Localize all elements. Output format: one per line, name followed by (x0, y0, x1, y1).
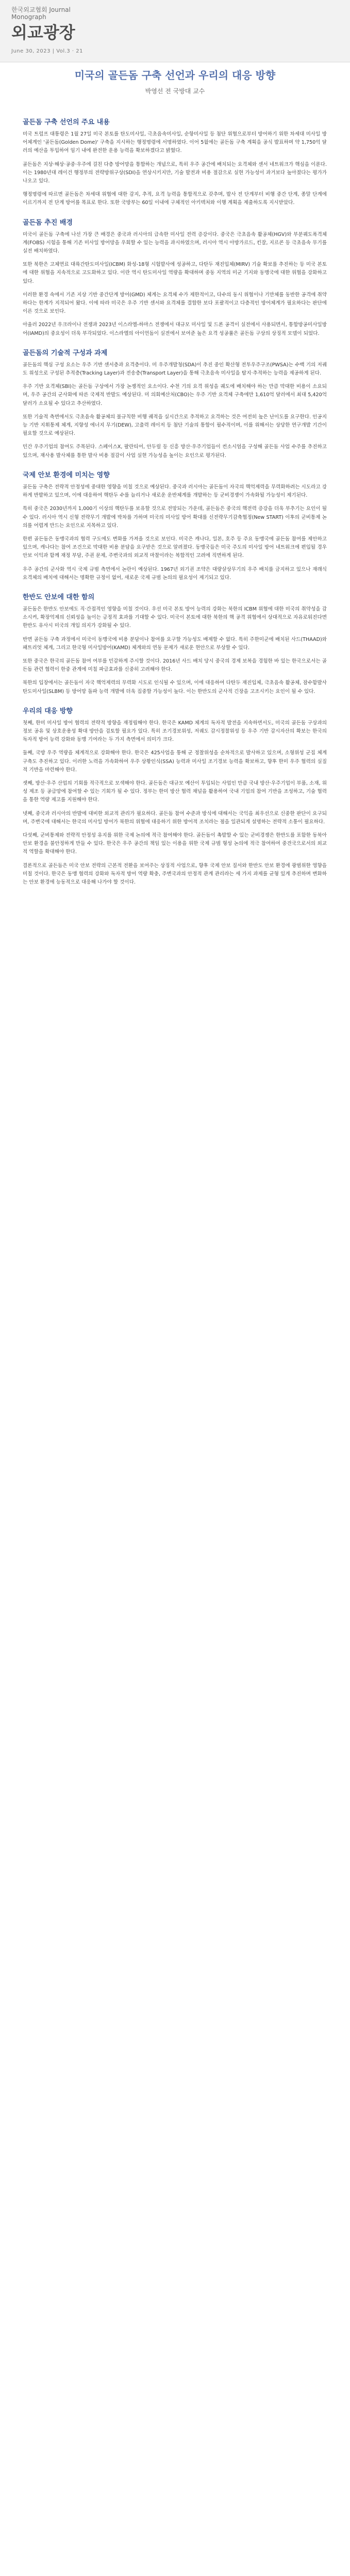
section-heading: 골든돔 구축 선언의 주요 내용 (23, 118, 110, 126)
body-paragraph: 우주 기반 요격체(SBI)는 골든돔 구상에서 가장 논쟁적인 요소이다. 수천 기의 요격 위성을 궤도에 배치해야 하는 만큼 막대한 비용이 소요되며, 우주 공간의 군사화에 따른 국제적 반발도 예상된다. 미 의회예산처(CBO)는 우주 기반 요격체 구축에만 1,610억 달러에서 최대 5,420억 달러가 소요될 수 있다고 추산하였다. (23, 384, 327, 406)
page-title: 미국의 골든돔 구축 선언과 우리의 대응 방향 (74, 69, 276, 81)
section-heading: 국제 안보 환경에 미치는 영향 (23, 471, 110, 479)
section-heading: 골든돔 추진 배경 (23, 218, 73, 227)
body-paragraph: 또한 기술적 측면에서도 극초음속 활공체의 불규칙한 비행 궤적을 실시간으로 추적하고 요격하는 것은 여전히 높은 난이도를 요구한다. 인공지능 기반 지휘통제 체계, 지향성 에너지 무기(DEW), 고출력 레이저 등 첨단 기술의 통합이 필수적이며, 이를 위해서는 상당한 연구개발 기간이 필요할 것으로 예상된다. (23, 414, 327, 437)
body-paragraph: 또한 중국은 한국의 골든돔 참여 여부를 민감하게 주시할 것이다. 2016년 사드 배치 당시 중국의 경제 보복을 경험한 바 있는 한국으로서는 골든돔 관련 협력이 한중 관계에 미칠 파급효과를 신중히 고려해야 한다. (23, 658, 327, 673)
article-author: 박영선 전 국방대 교수 (145, 88, 205, 95)
body-paragraph: 또한 북한은 고체연료 대륙간탄도미사일(ICBM) 화성-18형 시험발사에 성공하고, 다탄두 재진입체(MIRV) 기술 확보를 추진하는 등 미국 본토에 대한 위협을 지속적으로 고도화하고 있다. 이란 역시 탄도미사일 역량을 확대하며 중동 지역의 미군 기지와 동맹국에 대한 위협을 강화하고 있다. (23, 262, 327, 284)
body-paragraph: 골든돔의 핵심 구성 요소는 우주 기반 센서층과 요격층이다. 미 우주개발청(SDA)이 추진 중인 확산형 전투우주구조(PWSA)는 수백 기의 저궤도 위성으로 구성된 추적층(Tracking Layer)과 전송층(Transport Layer)을 통해 극초음속 미사일을 탐지·추적하는 능력을 제공하게 된다. (23, 362, 327, 377)
journal-issue-info: June 30, 2023 | Vol.3 · 21 (11, 48, 83, 54)
body-paragraph: 아울러 2022년 우크라이나 전쟁과 2023년 이스라엘-하마스 전쟁에서 대규모 미사일 및 드론 공격이 실전에서 사용되면서, 통합방공미사일방어(IAMD)의 중요성이 더욱 부각되었다. 이스라엘의 아이언돔이 실전에서 보여준 높은 요격 성공률은 골든돔 구상의 상징적 모델이 되었다. (23, 322, 327, 336)
section-heading: 우리의 대응 방향 (23, 707, 73, 715)
section-heading: 한반도 안보에 대한 함의 (23, 593, 95, 601)
body-paragraph: 북한의 입장에서는 골든돔이 자국 핵억제력의 무력화 시도로 인식될 수 있으며, 이에 대응하여 다탄두 재진입체, 극초음속 활공체, 잠수함발사탄도미사일(SLBM) 등 방어망 돌파 능력 개발에 더욱 집중할 가능성이 높다. 이는 한반도의 군사적 긴장을 고조시키는 요인이 될 수 있다. (23, 680, 327, 694)
journal-title: 외교광장 (11, 23, 75, 42)
body-paragraph: 반면 골든돔 구축 과정에서 미국이 동맹국에 비용 분담이나 참여를 요구할 가능성도 배제할 수 없다. 특히 주한미군에 배치된 사드(THAAD)와 패트리엇 체계, 그리고 한국형 미사일방어(KAMD) 체계와의 연동 문제가 새로운 현안으로 부상할 수 있다. (23, 636, 327, 651)
body-paragraph: 행정명령에 따르면 골든돔은 차세대 위협에 대한 감지, 추적, 요격 능력을 통합적으로 갖추며, 발사 전 단계부터 비행 중간 단계, 종말 단계에 이르기까지 전 단계 방어를 목표로 한다. 또한 국방부는 60일 이내에 구체적인 아키텍처와 이행 계획을 제출하도록 지시받았다. (23, 192, 327, 206)
body-paragraph: 다섯째, 군비통제와 전략적 안정성 유지를 위한 국제 논의에 적극 참여해야 한다. 골든돔이 촉발할 수 있는 군비경쟁은 한반도를 포함한 동북아 안보 환경을 불안정하게 만들 수 있다. 한국은 우주 공간의 책임 있는 이용을 위한 국제 규범 형성 논의에 적극 참여하여 중견국으로서의 외교적 역할을 확대해야 한다. (23, 832, 327, 855)
body-paragraph: 골든돔 구축은 전략적 안정성에 중대한 영향을 미칠 것으로 예상된다. 중국과 러시아는 골든돔이 자국의 핵억제력을 무력화하려는 시도라고 강하게 반발하고 있으며, 이에 대응하여 핵탄두 수를 늘리거나 새로운 운반체계를 개발하는 등 군비경쟁이 가속화될 가능성이 제기된다. (23, 484, 327, 499)
journal-sublabel: Monograph (11, 13, 46, 21)
body-paragraph: 우주 공간의 군사화 역시 국제 규범 측면에서 논란이 예상된다. 1967년 외기권 조약은 대량살상무기의 우주 배치를 금지하고 있으나 재래식 요격체의 배치에 대해서는 명확한 규정이 없어, 새로운 국제 규범 논의의 필요성이 제기되고 있다. (23, 566, 327, 581)
body-paragraph: 민간 우주기업의 참여도 주목된다. 스페이스X, 팔란티어, 안두릴 등 신흥 방산·우주기업들이 컨소시엄을 구성해 골든돔 사업 수주를 추진하고 있으며, 재사용 발사체를 통한 발사 비용 절감이 사업 실현 가능성을 높이는 요인으로 평가된다. (23, 444, 327, 459)
journal-header (0, 0, 350, 62)
body-paragraph: 둘째, 국방 우주 역량을 체계적으로 강화해야 한다. 한국은 425사업을 통해 군 정찰위성을 순차적으로 발사하고 있으며, 소형위성 군집 체계 구축도 추진하고 있다. 이러한 노력을 가속화하여 우주 상황인식(SSA) 능력과 미사일 조기경보 능력을 확보하고, 향후 한미 우주 협력의 실질적 기반을 마련해야 한다. (23, 750, 327, 773)
body-paragraph: 결론적으로 골든돔은 미국 안보 전략의 근본적 전환을 보여주는 상징적 사업으로, 향후 국제 안보 질서와 한반도 안보 환경에 광범위한 영향을 미칠 것이다. 한국은 동맹 협력의 강화와 독자적 방어 역량 확충, 주변국과의 안정적 관계 관리라는 세 가지 과제를 균형 있게 추진하며 변화하는 안보 환경에 능동적으로 대응해 나가야 할 것이다. (23, 862, 327, 885)
article-body (23, 107, 327, 892)
body-paragraph: 이러한 환경 속에서 기존 지상 기반 중간단계 방어(GMD) 체계는 요격체 수가 제한적이고, 다수의 동시 위협이나 기만체를 동반한 공격에 취약하다는 한계가 지적되어 왔다. 이에 따라 미국은 우주 기반 센서와 요격체를 결합한 보다 포괄적이고 다층적인 방어체계가 필요하다는 판단에 이른 것으로 보인다. (23, 292, 327, 315)
body-paragraph: 첫째, 한미 미사일 방어 협력의 전략적 방향을 재정립해야 한다. 한국은 KAMD 체계의 독자적 발전을 지속하면서도, 미국의 골든돔 구상과의 정보 공유 및 상호운용성 확대 방안을 검토할 필요가 있다. 특히 조기경보위성, 저궤도 감시정찰위성 등 우주 기반 감시자산의 확보는 한국의 독자적 방어 능력 강화와 동맹 기여라는 두 가지 측면에서 의미가 크다. (23, 720, 327, 743)
body-paragraph: 골든돔은 지상·해상·공중·우주에 걸친 다층 방어망을 통합하는 개념으로, 특히 우주 공간에 배치되는 요격체와 센서 네트워크가 핵심을 이룬다. 이는 1980년대 레이건 행정부의 전략방위구상(SDI)을 연상시키지만, 기술 발전과 비용 절감으로 실현 가능성이 과거보다 높아졌다는 평가가 나오고 있다. (23, 161, 327, 184)
article-title-area (0, 62, 350, 103)
body-paragraph: 미국 트럼프 대통령은 1월 27일 미국 본토를 탄도미사일, 극초음속미사일, 순항미사일 등 첨단 위협으로부터 방어하기 위한 차세대 미사일 방어체계인 '골든돔(Golden Dome)' 구축을 지시하는 행정명령에 서명하였다. 이어 5월에는 골든돔 구축 계획을 공식 발표하며 약 1,750억 달러의 예산을 투입하여 임기 내에 완전한 운용 능력을 확보하겠다고 밝혔다. (23, 131, 327, 154)
body-paragraph: 셋째, 방산·우주 산업의 기회를 적극적으로 모색해야 한다. 골든돔은 대규모 예산이 투입되는 사업인 만큼 국내 방산·우주기업이 부품, 소재, 위성 제조 등 공급망에 참여할 수 있는 기회가 될 수 있다. 정부는 한미 방산 협력 채널을 활용하여 국내 기업의 참여 기반을 조성하고, 기술 협력을 통한 역량 제고를 지원해야 한다. (23, 780, 327, 803)
body-paragraph: 한편 골든돔은 동맹국과의 협력 구도에도 변화를 가져올 것으로 보인다. 미국은 캐나다, 일본, 호주 등 주요 동맹국에 골든돔 참여를 제안하고 있으며, 캐나다는 참여 조건으로 막대한 비용 분담을 요구받은 것으로 알려졌다. 동맹국들은 미국 주도의 미사일 방어 네트워크에 편입될 경우 안보 이익과 함께 재정 부담, 주권 문제, 주변국과의 외교적 마찰이라는 복합적인 고려에 직면하게 된다. (23, 536, 327, 559)
journal-label: 한국외교협회 Journal (11, 6, 71, 13)
body-paragraph: 넷째, 중국과 러시아의 반발에 대비한 외교적 관리가 필요하다. 골든돔 참여 수준과 방식에 대해서는 국익을 최우선으로 신중한 판단이 요구되며, 주변국에 대해서는 한국의 미사일 방어가 북한의 위협에 대응하기 위한 방어적 조치라는 점을 일관되게 설명하는 전략적 소통이 필요하다. (23, 810, 327, 825)
body-paragraph: 골든돔은 한반도 안보에도 직·간접적인 영향을 미칠 것이다. 우선 미국 본토 방어 능력의 강화는 북한의 ICBM 위협에 대한 미국의 취약성을 감소시켜, 확장억제의 신뢰성을 높이는 긍정적 효과를 기대할 수 있다. 미국이 본토에 대한 북한의 핵 공격 위협에서 상대적으로 자유로워진다면 한반도 유사시 미국의 개입 의지가 강화될 수 있다. (23, 606, 327, 629)
body-paragraph: 미국이 골든돔 구축에 나선 가장 큰 배경은 중국과 러시아의 급속한 미사일 전력 증강이다. 중국은 극초음속 활공체(HGV)와 부분궤도폭격체계(FOBS) 시험을 통해 기존 미사일 방어망을 우회할 수 있는 능력을 과시하였으며, 러시아 역시 아방가르드, 킨잘, 지르콘 등 극초음속 무기를 실전 배치하였다. (23, 231, 327, 255)
body-paragraph: 특히 중국은 2030년까지 1,000기 이상의 핵탄두를 보유할 것으로 전망되는 가운데, 골든돔은 중국의 핵전력 증강을 더욱 부추기는 요인이 될 수 있다. 러시아 역시 신형 전략무기 개발에 박차를 가하며 미국의 미사일 방어 확대를 신전략무기감축협정(New START) 이후의 군비통제 논의를 어렵게 만드는 요인으로 지목하고 있다. (23, 506, 327, 529)
section-heading: 골든돔의 기술적 구성과 과제 (23, 349, 108, 357)
